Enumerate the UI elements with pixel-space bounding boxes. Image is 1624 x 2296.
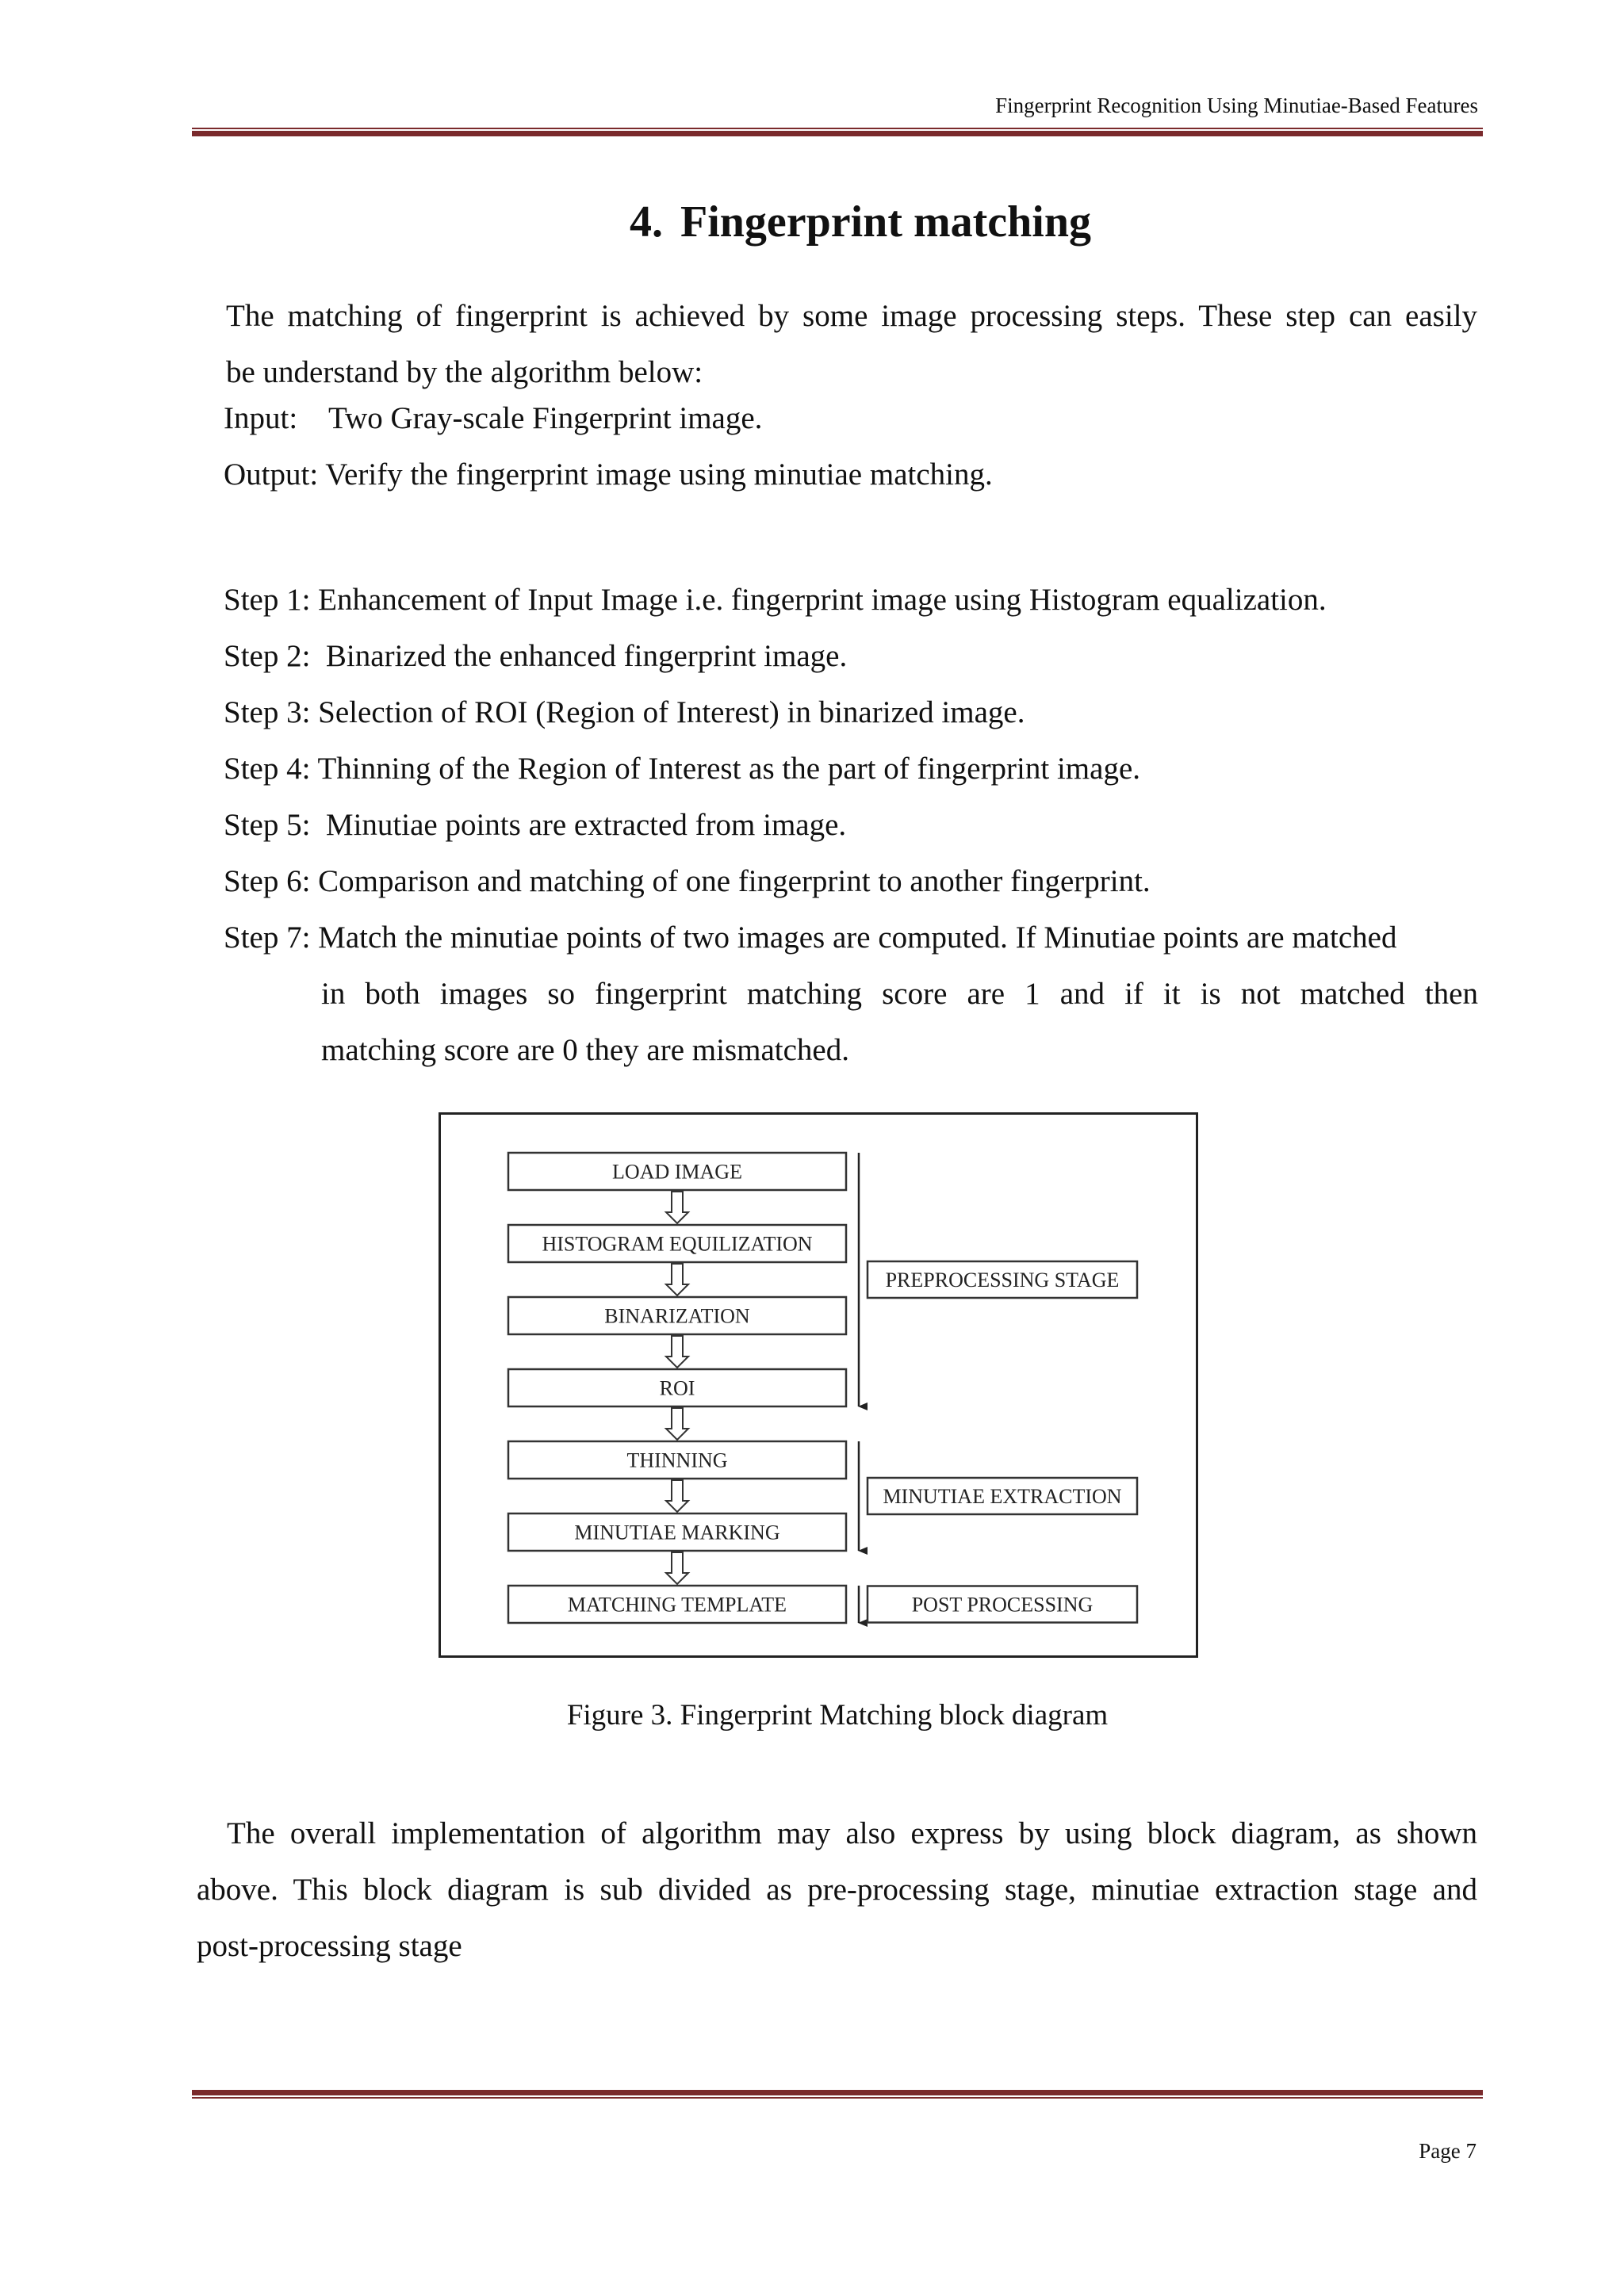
step-text: Thinning of the Region of Interest as the part of fingerprint image. bbox=[317, 752, 1141, 786]
block-label: MINUTIAE MARKING bbox=[574, 1521, 780, 1544]
closing-line-3: post-processing stage bbox=[197, 1929, 462, 1963]
page-number: Page 7 bbox=[1419, 2139, 1477, 2163]
block-label: THINNING bbox=[626, 1448, 728, 1472]
step-3 bbox=[224, 684, 1478, 740]
input-line bbox=[224, 400, 762, 436]
block-thinning bbox=[508, 1441, 846, 1479]
block-diagram-figure bbox=[439, 1112, 1198, 1658]
intro-line-2: be understand by the algorithm below: bbox=[226, 355, 703, 389]
running-header: Fingerprint Recognition Using Minutiae-Based Features bbox=[995, 94, 1478, 117]
block-minutiae-marking bbox=[508, 1513, 846, 1551]
step-label: Step 5: bbox=[224, 808, 311, 842]
closing-line-1: The overall implementation of algorithm may also express by using block diagram, as shown bbox=[227, 1816, 1477, 1850]
header-rule bbox=[192, 128, 1483, 137]
input-text: Two Gray-scale Fingerprint image. bbox=[328, 401, 763, 435]
down-arrow-icon bbox=[666, 1336, 688, 1368]
algorithm-steps bbox=[224, 572, 1478, 1078]
closing-line-2: above. This block diagram is sub divided as pre-processing stage, minutiae extraction stage and bbox=[197, 1873, 1477, 1907]
down-arrow-icon bbox=[666, 1408, 688, 1440]
down-arrow-icon bbox=[666, 1480, 688, 1512]
step-text: Enhancement of Input Image i.e. fingerprint image using Histogram equalization. bbox=[318, 583, 1327, 617]
block-label: BINARIZATION bbox=[604, 1304, 750, 1328]
step-2 bbox=[224, 628, 1478, 684]
section-number: 4. bbox=[630, 197, 663, 247]
block-label: ROI bbox=[659, 1376, 695, 1400]
step-label: Step 2: bbox=[224, 639, 311, 673]
step-6 bbox=[224, 853, 1478, 909]
stage-post-processing bbox=[868, 1586, 1137, 1623]
step-label: Step 1: bbox=[224, 583, 311, 617]
stage-label: MINUTIAE EXTRACTION bbox=[883, 1485, 1122, 1508]
closing-paragraph bbox=[197, 1805, 1477, 1974]
block-label: LOAD IMAGE bbox=[612, 1160, 742, 1184]
step-label: Step 7: bbox=[224, 920, 311, 955]
input-label: Input: bbox=[224, 401, 298, 435]
intro-paragraph bbox=[226, 288, 1477, 400]
footer-rule bbox=[192, 2090, 1483, 2099]
step-1 bbox=[224, 572, 1478, 628]
block-matching-template bbox=[508, 1586, 846, 1623]
stage-minutiae-extraction bbox=[868, 1478, 1137, 1514]
step-text: Comparison and matching of one fingerprint to another fingerprint. bbox=[318, 864, 1151, 898]
block-load-image bbox=[508, 1153, 846, 1190]
section-title bbox=[0, 197, 1624, 247]
step-text: Minutiae points are extracted from image. bbox=[325, 808, 847, 842]
step-4 bbox=[224, 740, 1478, 797]
block-label: HISTOGRAM EQUILIZATION bbox=[542, 1232, 813, 1256]
block-histogram-equilization bbox=[508, 1225, 846, 1262]
step-label: Step 4: bbox=[224, 752, 311, 786]
intro-line-1: The matching of fingerprint is achieved by some image processing steps. These step can easily bbox=[226, 299, 1477, 333]
step-text: Selection of ROI (Region of Interest) in binarized image. bbox=[318, 695, 1025, 729]
step-7-end: matching score are 0 they are mismatched. bbox=[321, 1033, 849, 1067]
step-label: Step 6: bbox=[224, 864, 311, 898]
figure-caption: Figure 3. Fingerprint Matching block diagram bbox=[566, 1699, 1109, 1732]
output-text: Verify the fingerprint image using minutiae matching. bbox=[325, 457, 993, 492]
stage-label: PREPROCESSING STAGE bbox=[885, 1269, 1120, 1292]
block-binarization bbox=[508, 1297, 846, 1334]
block-label: MATCHING TEMPLATE bbox=[567, 1593, 787, 1617]
step-label: Step 3: bbox=[224, 695, 311, 729]
stage-preprocessing-stage bbox=[868, 1261, 1137, 1298]
down-arrow-icon bbox=[666, 1264, 688, 1295]
block-roi bbox=[508, 1369, 846, 1406]
step-7 bbox=[224, 909, 1478, 966]
step-text: Match the minutiae points of two images are computed. If Minutiae points are matched bbox=[318, 920, 1397, 955]
stage-label: POST PROCESSING bbox=[911, 1593, 1094, 1617]
step-7-continuation: in both images so fingerprint matching score are 1 and if it is not matched then bbox=[321, 977, 1478, 1011]
output-line bbox=[224, 457, 993, 492]
block-diagram bbox=[441, 1115, 1196, 1655]
step-5 bbox=[224, 797, 1478, 853]
section-heading: Fingerprint matching bbox=[680, 197, 1091, 247]
stage-labels bbox=[868, 1261, 1137, 1623]
output-label: Output: bbox=[224, 457, 319, 492]
down-arrow-icon bbox=[666, 1552, 688, 1584]
step-text: Binarized the enhanced fingerprint image. bbox=[325, 639, 848, 673]
down-arrow-icon bbox=[666, 1192, 688, 1223]
